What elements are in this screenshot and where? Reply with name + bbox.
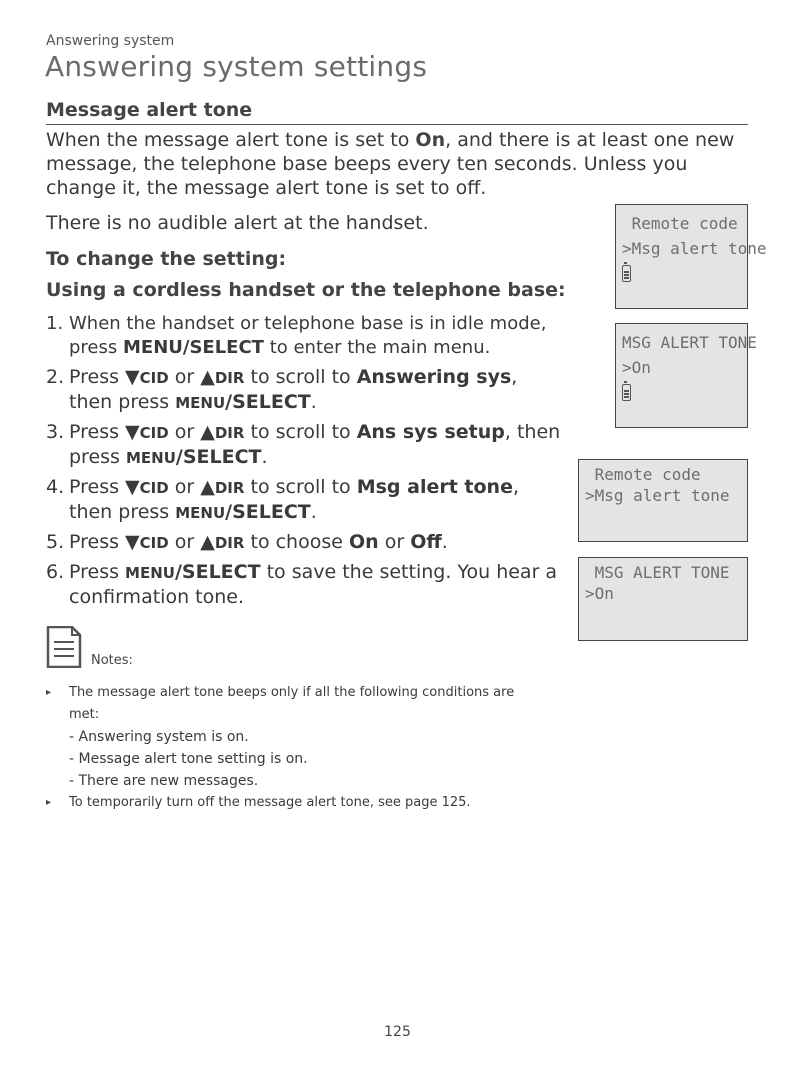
down-arrow-icon: ▼ bbox=[125, 366, 140, 388]
screen-line: >Msg alert tone bbox=[622, 239, 767, 258]
up-arrow-icon: ▲ bbox=[200, 476, 215, 498]
note-subitem: - Answering system is on. bbox=[69, 729, 249, 745]
screen-line: MSG ALERT TONE bbox=[585, 563, 730, 582]
up-arrow-icon: ▲ bbox=[200, 421, 215, 443]
page-number: 125 bbox=[384, 1024, 411, 1040]
step-item: 6. Press MENU/SELECT to save the setting. You hear a confirmation tone. bbox=[46, 561, 558, 608]
up-arrow-icon: ▲ bbox=[200, 366, 215, 388]
note-item: ▸ To temporarily turn off the message alert tone, see page 125. bbox=[46, 792, 546, 814]
steps-list bbox=[46, 312, 566, 614]
section-label: Answering system bbox=[46, 33, 175, 49]
battery-icon bbox=[622, 265, 631, 282]
up-arrow-icon: ▲ bbox=[200, 531, 215, 553]
down-arrow-icon: ▼ bbox=[125, 531, 140, 553]
screen-line: >On bbox=[622, 358, 651, 377]
step-item: 4. Press ▼CID or ▲DIR to scroll to Msg alert tone, then press MENU/SELECT. bbox=[46, 476, 520, 523]
notes-label: Notes: bbox=[91, 653, 133, 668]
step-item: 3. Press ▼CID or ▲DIR to scroll to Ans sys setup, then press MENU/SELECT. bbox=[46, 421, 561, 468]
down-arrow-icon: ▼ bbox=[125, 476, 140, 498]
page-title: Answering system settings bbox=[45, 50, 428, 83]
screen-line: >Msg alert tone bbox=[585, 486, 730, 505]
note-icon bbox=[46, 626, 82, 668]
note-item: ▸ The message alert tone beeps only if all the following conditions are met: - Answering system is on. - Message alert tone setting is on. - There are new messages. bbox=[46, 682, 546, 792]
notes-list bbox=[46, 682, 546, 814]
intro-paragraph: When the message alert tone is set to On, and there is at least one new message, the telephone base beeps every ten seconds. Unless you change it, the message alert tone is set to off. bbox=[46, 129, 735, 199]
screen-line: Remote code bbox=[622, 214, 738, 233]
screen-line: >On bbox=[585, 584, 614, 603]
divider bbox=[46, 124, 748, 125]
screen-line: MSG ALERT TONE bbox=[622, 333, 757, 352]
note-subitem: - There are new messages. bbox=[69, 773, 259, 789]
using-heading: Using a cordless handset or the telephone base: bbox=[46, 279, 566, 301]
step-item: 1. When the handset or telephone base is in idle mode, press MENU/SELECT to enter the main menu. bbox=[46, 313, 547, 358]
subheading: Message alert tone bbox=[46, 99, 253, 121]
change-heading: To change the setting: bbox=[46, 248, 287, 270]
down-arrow-icon: ▼ bbox=[125, 421, 140, 443]
no-alert-text: There is no audible alert at the handset. bbox=[46, 212, 429, 234]
battery-icon bbox=[622, 384, 631, 401]
base-screen-setting bbox=[578, 557, 748, 641]
screen-line: Remote code bbox=[585, 465, 701, 484]
step-item: 2. Press ▼CID or ▲DIR to scroll to Answering sys, then press MENU/SELECT. bbox=[46, 366, 518, 413]
base-screen-menu bbox=[578, 459, 748, 542]
handset-screen-menu bbox=[615, 204, 767, 309]
step-item: 5. Press ▼CID or ▲DIR to choose On or Off. bbox=[46, 531, 448, 553]
note-subitem: - Message alert tone setting is on. bbox=[69, 751, 308, 767]
handset-screen-setting bbox=[615, 323, 757, 428]
